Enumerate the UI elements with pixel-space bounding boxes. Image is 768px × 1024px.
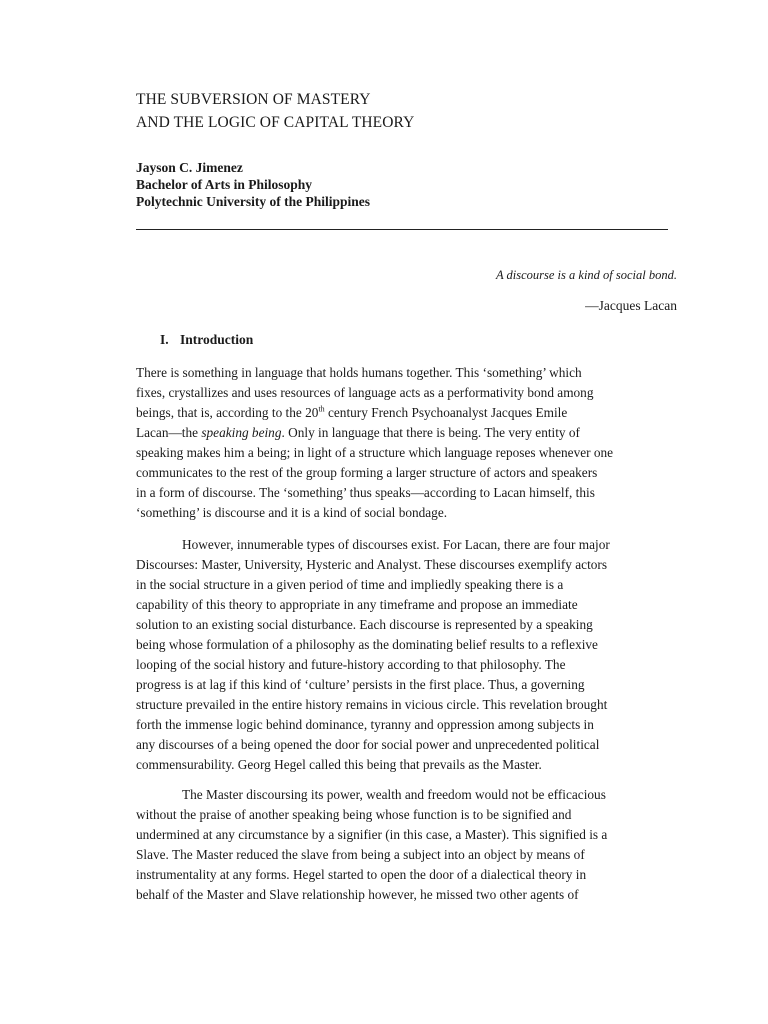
paragraph-2-line: progress is at lag if this kind of ‘culture’ persists in the first place. Thus, a governing: [136, 677, 585, 692]
section-title: Introduction: [180, 332, 254, 347]
paragraph-1-line: communicates to the rest of the group forming a larger structure of actors and speakers: [136, 465, 598, 480]
paragraph-2-line: forth the immense logic behind dominance, tyranny and oppression among subjects in: [136, 717, 594, 732]
paragraph-2-line: looping of the social history and future-history according to that philosophy. The: [136, 657, 566, 672]
horizontal-rule: [136, 229, 668, 230]
paragraph-3-line: behalf of the Master and Slave relationship however, he missed two other agents of: [136, 887, 579, 902]
author-university: Polytechnic University of the Philippines: [136, 194, 370, 209]
paragraph-1-text: century French Psychoanalyst Jacques Emile: [324, 405, 568, 420]
title-line-1: THE SUBVERSION OF MASTERY: [136, 91, 371, 108]
paragraph-3-line: undermined at any circumstance by a signifier (in this case, a Master). This signified is a: [136, 827, 608, 842]
paragraph-1-text: Lacan—the: [136, 425, 202, 440]
author-degree: Bachelor of Arts in Philosophy: [136, 177, 313, 192]
paragraph-2-line: capability of this theory to appropriate in any timeframe and propose an immediate: [136, 597, 578, 612]
superscript-th: th: [318, 404, 325, 414]
author-name: Jayson C. Jimenez: [136, 160, 243, 175]
emphasis-speaking-being: speaking being: [201, 425, 282, 440]
paragraph-2-line: solution to an existing social disturbance. Each discourse is represented by a speaking: [136, 617, 593, 632]
paragraph-2-line: being whose formulation of a philosophy as the dominating belief results to a reflexive: [136, 637, 598, 652]
paragraph-2-line: commensurability. Georg Hegel called this being that prevails as the Master.: [136, 757, 542, 772]
paragraph-1-text: . Only in language that there is being. The very entity of: [281, 425, 580, 440]
paragraph-1-line: [136, 423, 580, 442]
section-heading: [160, 332, 253, 348]
paragraph-2-line: any discourses of a being opened the door for social power and unprecedented political: [136, 737, 600, 752]
paragraph-2-line: Discourses: Master, University, Hysteric and Analyst. These discourses exemplify actors: [136, 557, 608, 572]
title-line-2: AND THE LOGIC OF CAPITAL THEORY: [136, 114, 415, 131]
paragraph-2-line: structure prevailed in the entire history remains in vicious circle. This revelation brought: [136, 697, 608, 712]
paragraph-1-line: ‘something’ is discourse and it is a kind of social bondage.: [136, 505, 448, 520]
epigraph-quote: A discourse is a kind of social bond.: [495, 268, 677, 282]
paragraph-3-line: The Master discoursing its power, wealth and freedom would not be efficacious: [182, 787, 606, 802]
section-number: I.: [160, 332, 169, 347]
epigraph-attribution: —Jacques Lacan: [585, 298, 677, 313]
paragraph-3-line: instrumentality at any forms. Hegel started to open the door of a dialectical theory in: [136, 867, 587, 882]
paragraph-1-text: beings, that is, according to the 20: [136, 405, 319, 420]
paragraph-1-line: [136, 403, 567, 422]
paragraph-1-line: There is something in language that holds humans together. This ‘something’ which: [136, 365, 582, 380]
paragraph-1-line: fixes, crystallizes and uses resources of language acts as a performativity bond among: [136, 385, 594, 400]
paragraph-3-line: without the praise of another speaking being whose function is to be signified and: [136, 807, 572, 822]
paragraph-1-line: speaking makes him a being; in light of a structure which language reposes whenever one: [136, 445, 614, 460]
paragraph-1-line: in a form of discourse. The ‘something’ thus speaks—according to Lacan himself, this: [136, 485, 595, 500]
paragraph-2-line: in the social structure in a given period of time and impliedly speaking there is a: [136, 577, 564, 592]
paragraph-2-line: However, innumerable types of discourses exist. For Lacan, there are four major: [182, 537, 610, 552]
paragraph-3-line: Slave. The Master reduced the slave from being a subject into an object by means of: [136, 847, 585, 862]
